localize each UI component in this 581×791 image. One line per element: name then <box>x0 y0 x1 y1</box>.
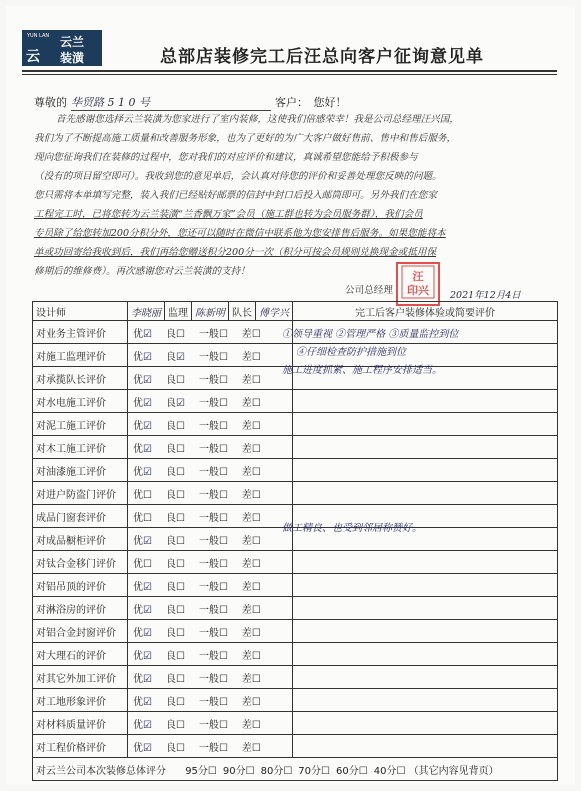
grade-good: 良 <box>165 443 176 455</box>
header-rule <box>22 70 557 72</box>
checkbox-icon[interactable]: ☑ <box>143 696 152 708</box>
grade-options <box>128 689 293 712</box>
grade-good: 良 <box>165 489 176 501</box>
logo-name-top: 云兰 <box>60 35 85 49</box>
checkbox-icon[interactable]: ☐ <box>251 696 261 708</box>
logo-name-bottom: 装潢 <box>60 51 85 65</box>
letter-line: 工程完工时，已将您转为云兰装潢“兰香飘万家”会员（施工群也转为会员服务群），我们会员 <box>34 209 423 220</box>
grade-good: 良 <box>165 466 176 478</box>
designer-label: 设计师 <box>33 302 128 321</box>
grade-poor: 差 <box>241 650 252 662</box>
comment-cell[interactable] <box>293 620 558 643</box>
comment-cell[interactable] <box>293 712 558 735</box>
row-label: 对油漆施工评价 <box>33 459 128 482</box>
grade-good: 良 <box>165 558 176 570</box>
grade-excellent: 优 <box>133 604 143 616</box>
grade-poor: 差 <box>241 719 252 731</box>
grade-excellent: 优 <box>133 512 143 524</box>
row-label: 对泥工施工评价 <box>33 413 128 436</box>
customer-name-field[interactable]: 华贸路 5 1 0 号 <box>71 94 271 111</box>
grade-good: 良 <box>165 696 176 708</box>
grade-excellent: 优 <box>133 742 143 754</box>
comment-cell[interactable] <box>293 735 558 758</box>
grade-options <box>128 344 293 367</box>
row-label: 对承揽队长评价 <box>33 367 128 390</box>
company-logo <box>22 30 102 66</box>
grade-average: 一般 <box>198 351 219 363</box>
checkbox-icon[interactable]: ☑ <box>143 627 152 639</box>
checkbox-icon[interactable]: ☑ <box>143 535 152 547</box>
supervisor-label: 监理 <box>165 302 192 321</box>
score-option: 60分 <box>336 765 359 777</box>
total-note: （其它内容见背页） <box>408 765 499 777</box>
checkbox-icon[interactable]: ☐ <box>251 742 261 754</box>
comment-line: 施工进度抓紧、施工程序安排适当。 <box>282 365 442 376</box>
table-row <box>33 551 558 574</box>
score-option: 90分 <box>222 765 246 777</box>
grade-options <box>128 367 293 390</box>
comment-cell[interactable] <box>293 643 558 666</box>
row-label: 对铝合金封窗评价 <box>33 620 128 643</box>
checkbox-icon[interactable]: ☐ <box>251 328 261 340</box>
table-row <box>33 643 558 666</box>
checkbox-icon[interactable]: ☐ <box>218 535 228 547</box>
grade-average: 一般 <box>198 374 219 386</box>
grade-good: 良 <box>165 604 176 616</box>
grade-average: 一般 <box>198 650 219 662</box>
grade-options <box>128 436 293 459</box>
grade-excellent: 优 <box>133 420 143 432</box>
checkbox-icon[interactable]: ☑ <box>143 328 152 340</box>
row-label: 对钛合金移门评价 <box>33 551 128 574</box>
checkbox-icon[interactable]: ☐ <box>218 397 228 409</box>
grade-options <box>128 551 293 574</box>
grade-poor: 差 <box>241 443 252 455</box>
grade-good: 良 <box>165 374 176 386</box>
checkbox-icon[interactable]: ☐ <box>251 351 261 363</box>
grade-good: 良 <box>165 673 176 685</box>
table-row <box>33 574 558 597</box>
signature-label: 公司总经理 <box>345 285 393 296</box>
grade-poor: 差 <box>241 604 252 616</box>
row-label: 对铝吊顶的评价 <box>33 574 128 597</box>
checkbox-icon[interactable]: ☐ <box>175 420 185 432</box>
grade-poor: 差 <box>241 512 252 524</box>
checkbox-icon[interactable]: ☐ <box>175 719 185 731</box>
checkbox-icon[interactable]: ☐ <box>218 742 228 754</box>
total-score-label: 对云兰公司本次装修总体评分 <box>36 765 166 777</box>
grade-average: 一般 <box>198 558 219 570</box>
grade-average: 一般 <box>198 742 219 754</box>
checkbox-icon[interactable]: ☑ <box>143 351 152 363</box>
checkbox-icon[interactable]: ☐ <box>218 512 228 524</box>
grade-good: 良 <box>165 420 176 432</box>
grade-poor: 差 <box>241 696 252 708</box>
checkbox-icon[interactable]: ☐ <box>251 650 261 662</box>
comment-cell[interactable] <box>293 574 558 597</box>
greeting-prefix: 尊敬的 <box>34 96 67 109</box>
grade-poor: 差 <box>241 351 252 363</box>
header-rule-thin <box>22 74 557 75</box>
checkbox-icon[interactable]: ☑ <box>143 650 152 662</box>
grade-average: 一般 <box>198 627 219 639</box>
comment-line: ④仔细检查防护措施到位 <box>296 347 406 358</box>
grade-average: 一般 <box>198 397 219 409</box>
grade-options <box>128 390 293 413</box>
grade-excellent: 优 <box>133 558 143 570</box>
letter-line: 修期后的维修费）。再次感谢您对云兰装潢的支持！ <box>34 266 250 277</box>
grade-options <box>128 528 293 551</box>
table-row <box>33 712 558 735</box>
checkbox-icon[interactable]: ☑ <box>143 466 152 478</box>
form-title: 总部店装修完工后汪总向客户征询意见单 <box>160 47 484 67</box>
grade-excellent: 优 <box>133 719 143 731</box>
table-row <box>33 597 558 620</box>
grade-excellent: 优 <box>133 650 143 662</box>
comment-cell[interactable] <box>293 551 558 574</box>
checkbox-icon[interactable]: ☐ <box>251 604 261 616</box>
checkbox-icon[interactable]: ☐ <box>218 604 228 616</box>
letter-body <box>34 110 550 281</box>
checkbox-icon[interactable]: ☐ <box>175 742 185 754</box>
grade-excellent: 优 <box>133 696 143 708</box>
grade-excellent: 优 <box>133 374 143 386</box>
checkbox-icon[interactable]: ☐ <box>251 719 261 731</box>
grade-excellent: 优 <box>133 328 143 340</box>
grade-average: 一般 <box>198 581 219 593</box>
grade-poor: 差 <box>241 581 252 593</box>
checkbox-icon[interactable]: ☐ <box>218 374 228 386</box>
checkbox-icon[interactable]: ☐ <box>251 512 261 524</box>
checkbox-icon[interactable]: ☐ <box>143 512 152 524</box>
row-label: 对进户防盗门评价 <box>33 482 128 505</box>
grade-excellent: 优 <box>133 535 143 547</box>
designer-field[interactable]: 李晓丽 <box>128 302 165 321</box>
comment-cell[interactable] <box>293 597 558 620</box>
grade-excellent: 优 <box>133 443 143 455</box>
score-option: 95分 <box>185 765 208 777</box>
row-label: 对材料质量评价 <box>33 712 128 735</box>
letter-line: 专员除了给您转加200分积分外，您还可以随时在微信中联系他为您安排售后服务。如果您能将本 <box>34 228 446 239</box>
grade-options <box>128 459 293 482</box>
grade-poor: 差 <box>241 489 252 501</box>
letter-line: 首先感谢您选择云兰装潢为您家进行了室内装修，这使我们倍感荣幸！我是公司总经理汪兴国， <box>56 114 459 125</box>
checkbox-icon[interactable]: ☐ <box>218 581 228 593</box>
red-seal-stamp <box>396 262 440 306</box>
score-option: 40分 <box>373 765 397 777</box>
checkbox-icon[interactable]: ☐ <box>251 489 261 501</box>
checkbox-icon[interactable]: ☐ <box>175 489 185 501</box>
row-label: 成品门窗套评价 <box>33 505 128 528</box>
checkbox-icon[interactable]: ☑ <box>143 673 152 685</box>
table-row <box>33 620 558 643</box>
row-label: 对成品橱柜评价 <box>33 528 128 551</box>
checkbox-icon[interactable]: ☐ <box>251 397 261 409</box>
checkbox-icon[interactable]: ☐ <box>251 374 261 386</box>
row-label: 对其它外加工评价 <box>33 666 128 689</box>
captain-field[interactable]: 傅学兴 <box>256 302 293 321</box>
grade-poor: 差 <box>241 673 252 685</box>
seal-icon <box>400 264 436 300</box>
grade-options <box>128 666 293 689</box>
checkbox-icon[interactable]: ☐ <box>143 489 152 501</box>
captain-label: 队长 <box>229 302 256 321</box>
grade-average: 一般 <box>198 512 219 524</box>
grade-average: 一般 <box>198 535 219 547</box>
grade-excellent: 优 <box>133 489 143 501</box>
grade-good: 良 <box>165 650 176 662</box>
row-label: 对水电施工评价 <box>33 390 128 413</box>
checkbox-icon[interactable]: ☐ <box>245 765 255 777</box>
checkbox-icon[interactable]: ☑ <box>143 719 152 731</box>
grade-options <box>128 505 293 528</box>
checkbox-icon[interactable]: ☐ <box>175 627 185 639</box>
checkbox-icon[interactable]: ☐ <box>321 765 330 777</box>
grade-good: 良 <box>165 742 176 754</box>
checkbox-icon[interactable]: ☐ <box>143 558 152 570</box>
comment-cell[interactable] <box>293 689 558 712</box>
grade-options <box>128 574 293 597</box>
checkbox-icon[interactable]: ☐ <box>218 489 228 501</box>
grade-average: 一般 <box>198 696 219 708</box>
supervisor-field[interactable]: 陈新明 <box>192 302 229 321</box>
checkbox-icon[interactable]: ☐ <box>218 351 228 363</box>
checkbox-icon[interactable]: ☐ <box>175 328 185 340</box>
table-header-row <box>33 302 558 321</box>
grade-options <box>128 735 293 758</box>
grade-excellent: 优 <box>133 397 143 409</box>
checkbox-icon[interactable]: ☑ <box>143 397 152 409</box>
row-label: 对木工施工评价 <box>33 436 128 459</box>
checkbox-icon[interactable]: ☐ <box>175 581 185 593</box>
grade-poor: 差 <box>241 397 252 409</box>
total-score-row <box>33 758 558 781</box>
grade-options <box>128 321 293 344</box>
letter-line: 您只需将本单填写完整，装入我们已经贴好邮票的信封中封口后投入邮筒即可。另外我们在您家 <box>34 190 437 201</box>
grade-average: 一般 <box>198 466 219 478</box>
checkbox-icon[interactable]: ☐ <box>358 765 368 777</box>
grade-good: 良 <box>165 328 176 340</box>
checkbox-icon[interactable]: ☑ <box>143 581 152 593</box>
checkbox-icon[interactable]: ☐ <box>175 673 185 685</box>
checkbox-icon[interactable]: ☐ <box>218 719 228 731</box>
letter-line: 单或功回寄给我收到后，我们再给您赠送积分200分一次（积分可按会员规则兑换现金或抵用保 <box>34 247 437 258</box>
checkbox-icon[interactable]: ☐ <box>175 696 185 708</box>
checkbox-icon[interactable]: ☐ <box>175 558 185 570</box>
checkbox-icon[interactable]: ☐ <box>251 443 261 455</box>
checkbox-icon[interactable]: ☐ <box>218 650 228 662</box>
logo-english: YUN LAN <box>27 33 50 39</box>
checkbox-icon[interactable]: ☑ <box>143 742 152 754</box>
grade-good: 良 <box>165 719 176 731</box>
checkbox-icon[interactable]: ☐ <box>175 374 185 386</box>
checkbox-icon[interactable]: ☐ <box>218 420 228 432</box>
grade-good: 良 <box>165 581 176 593</box>
checkbox-icon[interactable]: ☐ <box>251 466 261 478</box>
checkbox-icon[interactable]: ☐ <box>251 673 261 685</box>
letter-line: 我们为了不断提高施工质量和改善服务形象，也为了更好的为广大客户做好售前、售中和售后服务， <box>34 133 457 144</box>
checkbox-icon[interactable]: ☐ <box>175 535 185 547</box>
row-label: 对工地形象评价 <box>33 689 128 712</box>
table-row <box>33 735 558 758</box>
grade-excellent: 优 <box>133 627 143 639</box>
grade-options <box>128 413 293 436</box>
grade-average: 一般 <box>198 328 219 340</box>
checkbox-icon[interactable]: ☐ <box>218 443 228 455</box>
logo-mark-icon: 云 <box>26 49 40 65</box>
comment-line: 做工精良、也受到邻居称赞好。 <box>282 523 422 534</box>
checkbox-icon[interactable]: ☑ <box>143 443 152 455</box>
checkbox-icon[interactable]: ☐ <box>175 466 185 478</box>
row-label: 对工程价格评价 <box>33 735 128 758</box>
grade-average: 一般 <box>198 489 219 501</box>
grade-options <box>128 643 293 666</box>
svg-text:汪: 汪 <box>412 270 424 283</box>
checkbox-icon[interactable]: ☐ <box>251 535 261 547</box>
grade-good: 良 <box>165 351 176 363</box>
grade-poor: 差 <box>241 742 252 754</box>
row-label: 对施工监理评价 <box>33 344 128 367</box>
checkbox-icon[interactable]: ☐ <box>175 604 185 616</box>
feedback-title: 完工后客户装修体验或简要评价 <box>293 302 558 321</box>
grade-poor: 差 <box>241 558 252 570</box>
sign-date: 2021年12月4日 <box>450 290 521 301</box>
row-label: 对业务主管评价 <box>33 321 128 344</box>
grade-options <box>128 597 293 620</box>
grade-poor: 差 <box>241 374 252 386</box>
comment-line: ①领导重视 ②管理严格 ③质量监控到位 <box>282 329 459 340</box>
feedback-comments <box>282 325 546 534</box>
grade-excellent: 优 <box>133 351 143 363</box>
row-label: 对大理石的评价 <box>33 643 128 666</box>
checkbox-icon[interactable]: ☑ <box>175 397 185 409</box>
checkbox-icon[interactable]: ☑ <box>143 420 152 432</box>
grade-excellent: 优 <box>133 581 143 593</box>
checkbox-icon[interactable]: ☐ <box>218 696 228 708</box>
checkbox-icon[interactable]: ☐ <box>251 627 261 639</box>
grade-average: 一般 <box>198 420 219 432</box>
checkbox-icon[interactable]: ☐ <box>251 420 261 432</box>
grade-average: 一般 <box>198 443 219 455</box>
svg-text:印兴: 印兴 <box>407 284 429 297</box>
greeting <box>34 94 347 111</box>
grade-options <box>128 712 293 735</box>
grade-good: 良 <box>165 512 176 524</box>
checkbox-icon[interactable]: ☐ <box>218 328 228 340</box>
checkbox-icon[interactable]: ☐ <box>251 581 261 593</box>
grade-poor: 差 <box>241 535 252 547</box>
grade-poor: 差 <box>241 627 252 639</box>
checkbox-icon[interactable]: ☑ <box>143 374 152 386</box>
checkbox-icon[interactable]: ☐ <box>283 765 293 777</box>
checkbox-icon[interactable]: ☐ <box>175 650 185 662</box>
grade-average: 一般 <box>198 719 219 731</box>
checkbox-icon[interactable]: ☐ <box>175 512 185 524</box>
checkbox-icon[interactable]: ☑ <box>175 351 185 363</box>
grade-poor: 差 <box>241 420 252 432</box>
checkbox-icon[interactable]: ☐ <box>218 627 228 639</box>
greeting-suffix: 客户： 您好！ <box>275 96 347 109</box>
checkbox-icon[interactable]: ☐ <box>218 466 228 478</box>
comment-cell[interactable] <box>293 666 558 689</box>
score-option: 70分 <box>298 765 322 777</box>
checkbox-icon[interactable]: ☐ <box>396 765 406 777</box>
checkbox-icon[interactable]: ☐ <box>207 765 217 777</box>
grade-average: 一般 <box>198 673 219 685</box>
row-label: 对淋浴房的评价 <box>33 597 128 620</box>
grade-excellent: 优 <box>133 466 143 478</box>
grade-options <box>128 482 293 505</box>
checkbox-icon[interactable]: ☐ <box>218 558 228 570</box>
table-row <box>33 689 558 712</box>
grade-average: 一般 <box>198 604 219 616</box>
grade-excellent: 优 <box>133 673 143 685</box>
checkbox-icon[interactable]: ☐ <box>175 443 185 455</box>
checkbox-icon[interactable]: ☑ <box>143 604 152 616</box>
grade-options <box>128 620 293 643</box>
grade-poor: 差 <box>241 466 252 478</box>
checkbox-icon[interactable]: ☐ <box>218 673 228 685</box>
score-option: 80分 <box>260 765 284 777</box>
grade-good: 良 <box>165 627 176 639</box>
checkbox-icon[interactable]: ☐ <box>251 558 261 570</box>
grade-poor: 差 <box>241 328 252 340</box>
table-row <box>33 666 558 689</box>
letter-line: 现向您征询我们在装修的过程中，您对我们的对应评价和建议，真诚希望您能给予积极参与 <box>34 152 418 163</box>
grade-good: 良 <box>165 535 176 547</box>
grade-good: 良 <box>165 397 176 409</box>
letter-line: （没有的项目留空即可）。我收到您的意见单后，会认真对待您的评价和妥善处理您反映的问题。 <box>34 171 442 182</box>
